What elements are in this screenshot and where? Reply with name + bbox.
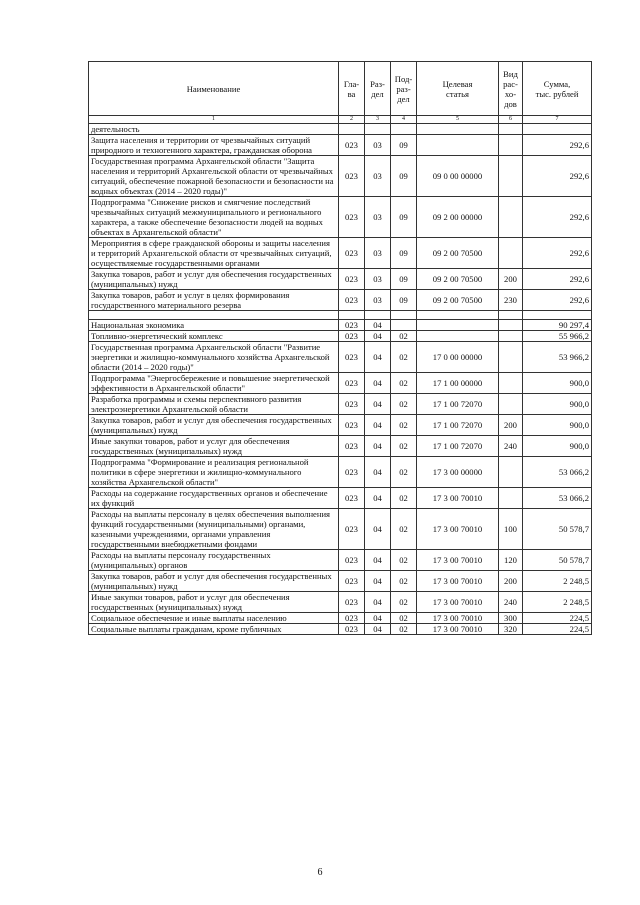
cell-name: Подпрограмма "Формирование и реализация региональной политики в сфере энергетики и жилищно-коммунального хозяйства Архангельской области" [89,457,339,488]
cell-name: Расходы на выплаты персоналу в целях обеспечения выполнения функций государственными (муниципальными) органами, казенными учреждениями, органами управления государственными внебюджетными фондами [89,509,339,550]
page-number: 6 [317,867,323,878]
cell-razdel [365,311,391,320]
table-row [89,571,592,592]
cell-glava: 023 [339,394,365,415]
cell-vid: 320 [499,624,523,635]
cell-sum: 55 966,2 [523,331,592,342]
cell-razdel: 04 [365,488,391,509]
cell-glava: 023 [339,550,365,571]
cell-vid [499,311,523,320]
cell-name: Подпрограмма "Снижение рисков и смягчение последствий чрезвычайных ситуаций межмуниципального и регионального характера, а также обеспечение безопасности людей на водных объектах в Архангельской области" [89,197,339,238]
table-row [89,320,592,331]
cell-target [417,320,499,331]
column-number: 5 [417,116,499,124]
cell-podrazdel: 09 [391,269,417,290]
cell-name: Топливно-энергетический комплекс [89,331,339,342]
cell-name: Иные закупки товаров, работ и услуг для обеспечения государственных (муниципальных) нужд [89,436,339,457]
cell-podrazdel: 09 [391,156,417,197]
cell-razdel: 04 [365,331,391,342]
table-row [89,342,592,373]
cell-podrazdel: 02 [391,342,417,373]
cell-vid [499,342,523,373]
cell-podrazdel: 02 [391,373,417,394]
table-row [89,124,592,135]
cell-glava: 023 [339,415,365,436]
cell-podrazdel: 09 [391,290,417,311]
cell-razdel: 04 [365,550,391,571]
cell-glava: 023 [339,488,365,509]
cell-glava: 023 [339,571,365,592]
cell-sum: 292,6 [523,197,592,238]
cell-sum: 53 066,2 [523,457,592,488]
table-row [89,135,592,156]
cell-target: 17 3 00 70010 [417,509,499,550]
cell-name: Социальное обеспечение и иные выплаты населению [89,613,339,624]
table-row [89,509,592,550]
cell-name: Государственная программа Архангельской области "Развитие энергетики и жилищно-коммунального хозяйства Архангельской области (2014 – 2020 годы)" [89,342,339,373]
cell-vid [499,238,523,269]
column-number-row [89,116,592,124]
cell-name: Расходы на содержание государственных органов и обеспечение их функций [89,488,339,509]
cell-target: 09 2 00 00000 [417,197,499,238]
cell-sum: 90 297,4 [523,320,592,331]
cell-target: 17 1 00 72070 [417,394,499,415]
header-sum: Сумма, тыс. рублей [523,62,592,116]
header-glava: Гла- ва [339,62,365,116]
cell-razdel: 03 [365,238,391,269]
cell-sum: 50 578,7 [523,509,592,550]
cell-glava: 023 [339,156,365,197]
cell-podrazdel: 02 [391,394,417,415]
table-row [89,394,592,415]
cell-name: Мероприятия в сфере гражданской обороны и защиты населения и территорий Архангельской области от чрезвычайных ситуаций, осуществляемые государственными органами [89,238,339,269]
cell-razdel: 04 [365,342,391,373]
cell-podrazdel: 02 [391,624,417,635]
cell-podrazdel: 09 [391,238,417,269]
table-row [89,331,592,342]
cell-razdel: 03 [365,197,391,238]
cell-target [417,311,499,320]
cell-podrazdel: 09 [391,135,417,156]
cell-target: 17 0 00 00000 [417,342,499,373]
cell-target [417,331,499,342]
cell-name: Защита населения и территории от чрезвычайных ситуаций природного и техногенного характера, гражданская оборона [89,135,339,156]
cell-sum: 53 966,2 [523,342,592,373]
table-row [89,592,592,613]
table-row [89,613,592,624]
cell-target: 17 3 00 70010 [417,488,499,509]
cell-vid: 240 [499,436,523,457]
cell-vid [499,197,523,238]
cell-vid [499,457,523,488]
cell-name: Закупка товаров, работ и услуг в целях формирования государственного материального резерва [89,290,339,311]
header-name: Наименование [89,62,339,116]
cell-name: Закупка товаров, работ и услуг для обеспечения государственных (муниципальных) нужд [89,571,339,592]
cell-sum: 900,0 [523,394,592,415]
cell-vid [499,320,523,331]
column-number: 6 [499,116,523,124]
cell-name: Расходы на выплаты персоналу государственных (муниципальных) органов [89,550,339,571]
budget-table [88,61,592,635]
cell-vid [499,331,523,342]
cell-target: 09 2 00 70500 [417,269,499,290]
cell-target: 17 1 00 72070 [417,436,499,457]
table-row [89,311,592,320]
cell-podrazdel [391,320,417,331]
cell-name: Закупка товаров, работ и услуг для обеспечения государственных (муниципальных) нужд [89,269,339,290]
cell-sum: 2 248,5 [523,592,592,613]
cell-razdel: 04 [365,592,391,613]
table-row [89,488,592,509]
cell-razdel: 04 [365,415,391,436]
cell-vid: 120 [499,550,523,571]
cell-target: 17 1 00 72070 [417,415,499,436]
cell-sum: 2 248,5 [523,571,592,592]
cell-podrazdel: 02 [391,436,417,457]
cell-glava: 023 [339,342,365,373]
cell-razdel: 03 [365,290,391,311]
cell-name [89,311,339,320]
cell-glava: 023 [339,592,365,613]
cell-glava: 023 [339,135,365,156]
cell-razdel: 04 [365,373,391,394]
cell-vid [499,373,523,394]
cell-glava: 023 [339,624,365,635]
table-row [89,550,592,571]
cell-target: 17 3 00 70010 [417,571,499,592]
cell-razdel: 04 [365,509,391,550]
cell-glava: 023 [339,436,365,457]
cell-target [417,124,499,135]
cell-vid [499,394,523,415]
column-number: 1 [89,116,339,124]
table-row [89,436,592,457]
cell-sum: 900,0 [523,436,592,457]
cell-podrazdel: 02 [391,457,417,488]
cell-name: Государственная программа Архангельской области "Защита населения и территорий Архангельской области от чрезвычайных ситуаций, обеспечение пожарной безопасности и безопасности на водных объектах (2014 – 2020 годы)" [89,156,339,197]
cell-vid: 200 [499,571,523,592]
cell-sum: 292,6 [523,135,592,156]
header-vid: Вид рас- хо- дов [499,62,523,116]
cell-glava: 023 [339,613,365,624]
cell-sum: 224,5 [523,613,592,624]
cell-name: Национальная экономика [89,320,339,331]
cell-vid: 200 [499,269,523,290]
column-number: 3 [365,116,391,124]
cell-sum [523,311,592,320]
cell-podrazdel: 02 [391,550,417,571]
cell-podrazdel: 02 [391,571,417,592]
table-row [89,197,592,238]
cell-glava: 023 [339,269,365,290]
cell-razdel: 04 [365,613,391,624]
cell-sum: 900,0 [523,373,592,394]
cell-razdel: 04 [365,436,391,457]
cell-target: 09 2 00 70500 [417,238,499,269]
table-row [89,415,592,436]
cell-razdel: 04 [365,394,391,415]
cell-glava: 023 [339,509,365,550]
cell-podrazdel: 02 [391,331,417,342]
cell-vid [499,488,523,509]
cell-target: 17 3 00 70010 [417,624,499,635]
cell-vid [499,156,523,197]
cell-razdel: 04 [365,457,391,488]
cell-podrazdel: 02 [391,592,417,613]
cell-name: Разработка программы и схемы перспективного развития электроэнергетики Архангельской области [89,394,339,415]
table-row [89,238,592,269]
column-number: 2 [339,116,365,124]
cell-name: деятельность [89,124,339,135]
cell-vid: 300 [499,613,523,624]
cell-podrazdel: 09 [391,197,417,238]
cell-razdel [365,124,391,135]
cell-target: 17 3 00 70010 [417,613,499,624]
table-row [89,290,592,311]
cell-glava: 023 [339,197,365,238]
cell-razdel: 03 [365,135,391,156]
cell-target: 17 3 00 70010 [417,550,499,571]
cell-target: 17 3 00 70010 [417,592,499,613]
cell-podrazdel: 02 [391,509,417,550]
cell-sum [523,124,592,135]
cell-sum: 900,0 [523,415,592,436]
table-row [89,373,592,394]
cell-sum: 292,6 [523,269,592,290]
cell-name: Социальные выплаты гражданам, кроме публичных [89,624,339,635]
cell-name: Подпрограмма "Энергосбережение и повышение энергетической эффективности в Архангельской области" [89,373,339,394]
cell-target: 09 0 00 00000 [417,156,499,197]
table-row [89,457,592,488]
table-body [89,124,592,635]
cell-glava: 023 [339,331,365,342]
cell-glava: 023 [339,373,365,394]
column-number: 7 [523,116,592,124]
header-target: Целевая статья [417,62,499,116]
cell-target [417,135,499,156]
table-row [89,156,592,197]
cell-razdel: 03 [365,156,391,197]
table-row [89,624,592,635]
cell-sum: 53 066,2 [523,488,592,509]
cell-vid: 240 [499,592,523,613]
cell-razdel: 04 [365,571,391,592]
cell-podrazdel: 02 [391,613,417,624]
cell-vid: 100 [499,509,523,550]
header-podrazdel: Под- раз- дел [391,62,417,116]
cell-podrazdel: 02 [391,415,417,436]
header-razdel: Раз- дел [365,62,391,116]
cell-sum: 50 578,7 [523,550,592,571]
cell-name: Закупка товаров, работ и услуг для обеспечения государственных (муниципальных) нужд [89,415,339,436]
cell-podrazdel: 02 [391,488,417,509]
cell-glava [339,311,365,320]
cell-razdel: 04 [365,624,391,635]
cell-vid [499,124,523,135]
cell-glava: 023 [339,238,365,269]
cell-glava: 023 [339,320,365,331]
cell-vid [499,135,523,156]
column-number: 4 [391,116,417,124]
cell-sum: 292,6 [523,156,592,197]
cell-glava: 023 [339,457,365,488]
cell-name: Иные закупки товаров, работ и услуг для обеспечения государственных (муниципальных) нужд [89,592,339,613]
cell-sum: 292,6 [523,238,592,269]
cell-sum: 224,5 [523,624,592,635]
cell-target: 09 2 00 70500 [417,290,499,311]
header-row [89,62,592,116]
cell-glava [339,124,365,135]
cell-sum: 292,6 [523,290,592,311]
cell-glava: 023 [339,290,365,311]
cell-razdel: 04 [365,320,391,331]
cell-razdel: 03 [365,269,391,290]
cell-target: 17 1 00 00000 [417,373,499,394]
cell-podrazdel [391,124,417,135]
cell-target: 17 3 00 00000 [417,457,499,488]
cell-vid: 230 [499,290,523,311]
cell-vid: 200 [499,415,523,436]
table-row [89,269,592,290]
cell-podrazdel [391,311,417,320]
